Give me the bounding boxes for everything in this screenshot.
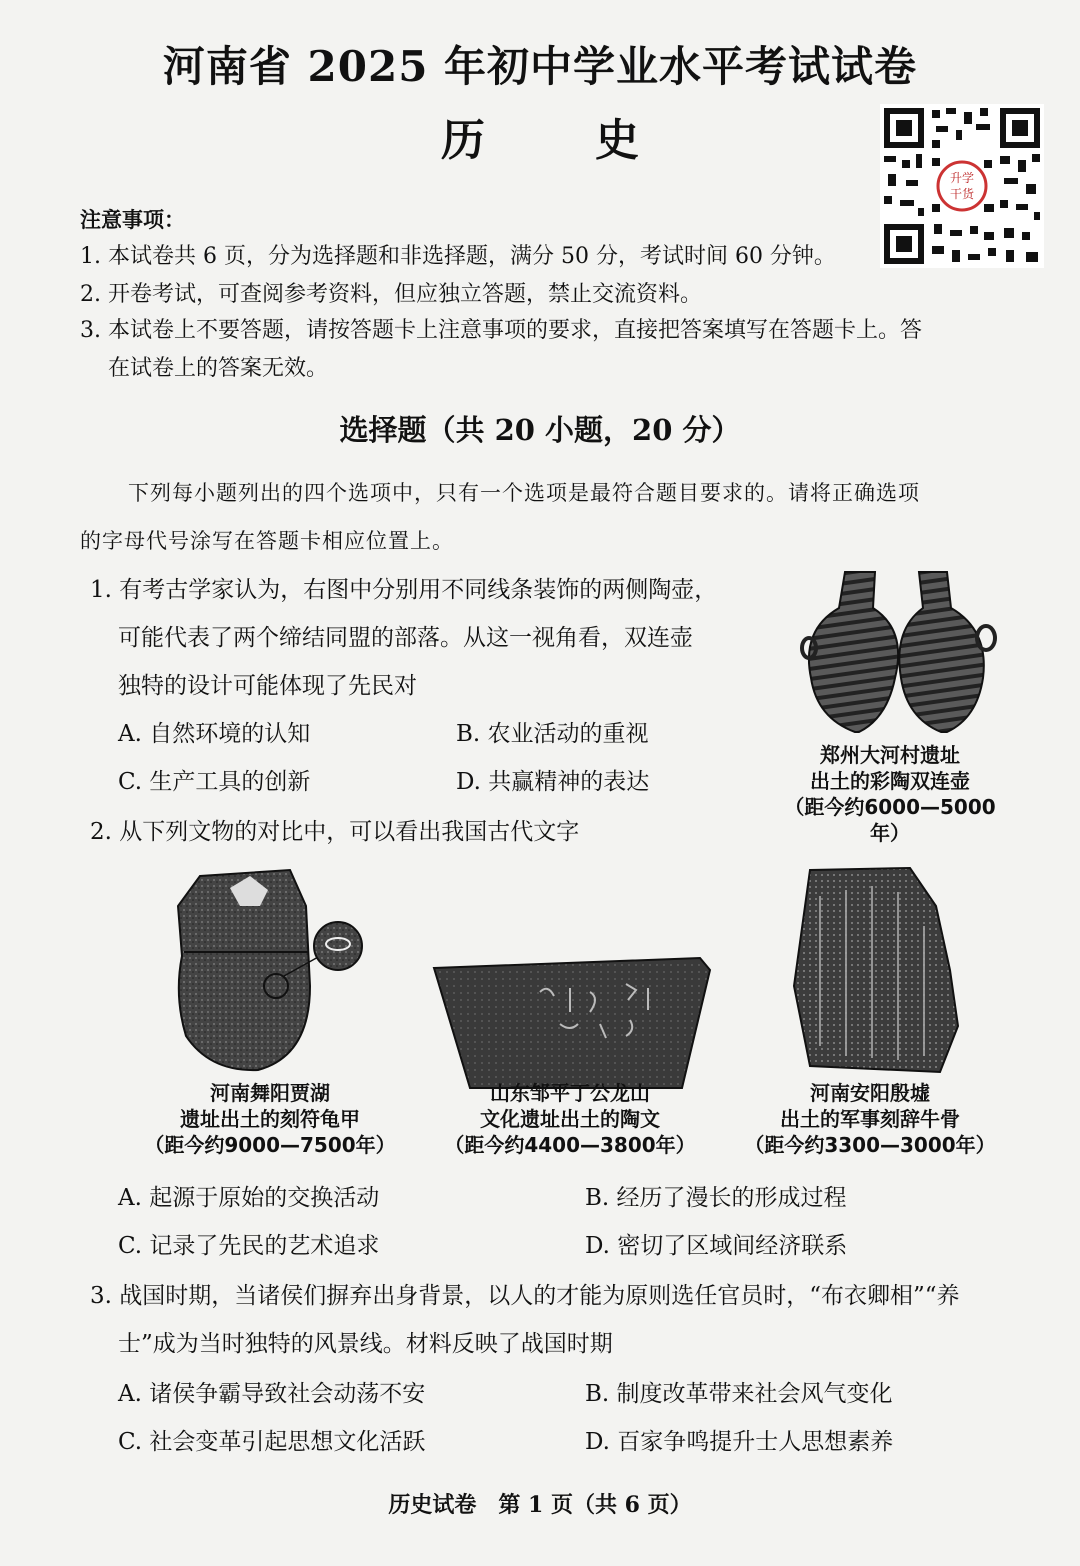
q1-option-d: D. 共赢精神的表达 <box>456 769 650 795</box>
subject-title: 历史 <box>441 115 749 166</box>
q2-option-d: D. 密切了区域间经济联系 <box>585 1233 848 1259</box>
q3-option-b: B. 制度改革带来社会风气变化 <box>585 1381 893 1407</box>
q1-caption-line1: 郑州大河村遗址 <box>820 743 960 767</box>
q2-artifact-1-line3: （距今约9000—7500年） <box>144 1133 396 1157</box>
q1-caption-line3: （距今约6000—5000年） <box>784 795 996 845</box>
notice-item-1: 1. 本试卷共 6 页，分为选择题和非选择题，满分 50 分，考试时间 60 分钟。 <box>80 244 836 269</box>
q1-stem-line1: 1. 有考古学家认为，右图中分别用不同线条装饰的两侧陶壶， <box>90 577 718 603</box>
notice-item-2: 2. 开卷考试，可查阅参考资料，但应独立答题，禁止交流资料。 <box>80 282 702 307</box>
q3-stem-line2: 士”成为当时独特的风景线。材料反映了战国时期 <box>118 1331 613 1357</box>
q2-option-b: B. 经历了漫长的形成过程 <box>585 1185 847 1211</box>
notice-item-3-line2: 在试卷上的答案无效。 <box>108 356 329 381</box>
q2-artifact-1-line2: 遗址出土的刻符龟甲 <box>180 1107 360 1131</box>
page-footer: 历史试卷 第 1 页（共 6 页） <box>388 1492 692 1518</box>
q3-option-a: A. 诸侯争霸导致社会动荡不安 <box>118 1381 426 1407</box>
section-instruction-line2: 的字母代号涂写在答题卡相应位置上。 <box>80 529 454 553</box>
q2-artifact-3-line3: （距今约3300—3000年） <box>744 1133 996 1157</box>
turtle-shell-image <box>170 866 370 1076</box>
q3-option-c: C. 社会变革引起思想文化活跃 <box>118 1429 426 1455</box>
section-instruction-line1: 下列每小题列出的四个选项中，只有一个选项是最符合题目要求的。请将正确选项 <box>128 481 920 505</box>
double-pot-image <box>795 568 1005 738</box>
q1-option-a: A. 自然环境的认知 <box>118 721 311 747</box>
q2-artifact-3-line2: 出土的军事刻辞牛骨 <box>780 1107 960 1131</box>
q2-artifact-3-line1: 河南安阳殷墟 <box>810 1081 930 1105</box>
q1-option-c: C. 生产工具的创新 <box>118 769 311 795</box>
notice-item-3-line1: 3. 本试卷上不要答题，请按答题卡上注意事项的要求，直接把答案填写在答题卡上。答 <box>80 318 922 343</box>
q1-stem-line3: 独特的设计可能体现了先民对 <box>118 673 417 699</box>
q1-option-b: B. 农业活动的重视 <box>456 721 649 747</box>
section-title: 选择题（共 20 小题，20 分） <box>339 413 741 447</box>
qr-code <box>880 104 1044 268</box>
ox-bone-image <box>790 866 970 1076</box>
q2-artifact-2-line1: 山东邹平丁公龙山 <box>490 1081 650 1105</box>
q2-artifact-2-line2: 文化遗址出土的陶文 <box>480 1107 660 1131</box>
qr-badge-text: 升学干货 <box>949 171 974 201</box>
q2-option-a: A. 起源于原始的交换活动 <box>118 1185 380 1211</box>
q1-caption-line2: 出土的彩陶双连壶 <box>810 769 970 793</box>
notice-heading: 注意事项： <box>80 207 185 232</box>
q1-stem-line2: 可能代表了两个缔结同盟的部落。从这一视角看，双连壶 <box>118 625 693 651</box>
q3-stem-line1: 3. 战国时期，当诸侯们摒弃出身背景，以人的才能为原则选任官员时，“布衣卿相”“养 <box>90 1283 960 1309</box>
q2-artifact-1-line1: 河南舞阳贾湖 <box>210 1081 330 1105</box>
q3-option-d: D. 百家争鸣提升士人思想素养 <box>585 1429 894 1455</box>
q2-stem: 2. 从下列文物的对比中，可以看出我国古代文字 <box>90 819 580 845</box>
q2-option-c: C. 记录了先民的艺术追求 <box>118 1233 380 1259</box>
exam-title: 河南省 2025 年初中学业水平考试试卷 <box>162 42 918 91</box>
q2-artifact-2-line3: （距今约4400—3800年） <box>444 1133 696 1157</box>
pottery-shard-image <box>430 948 720 1098</box>
